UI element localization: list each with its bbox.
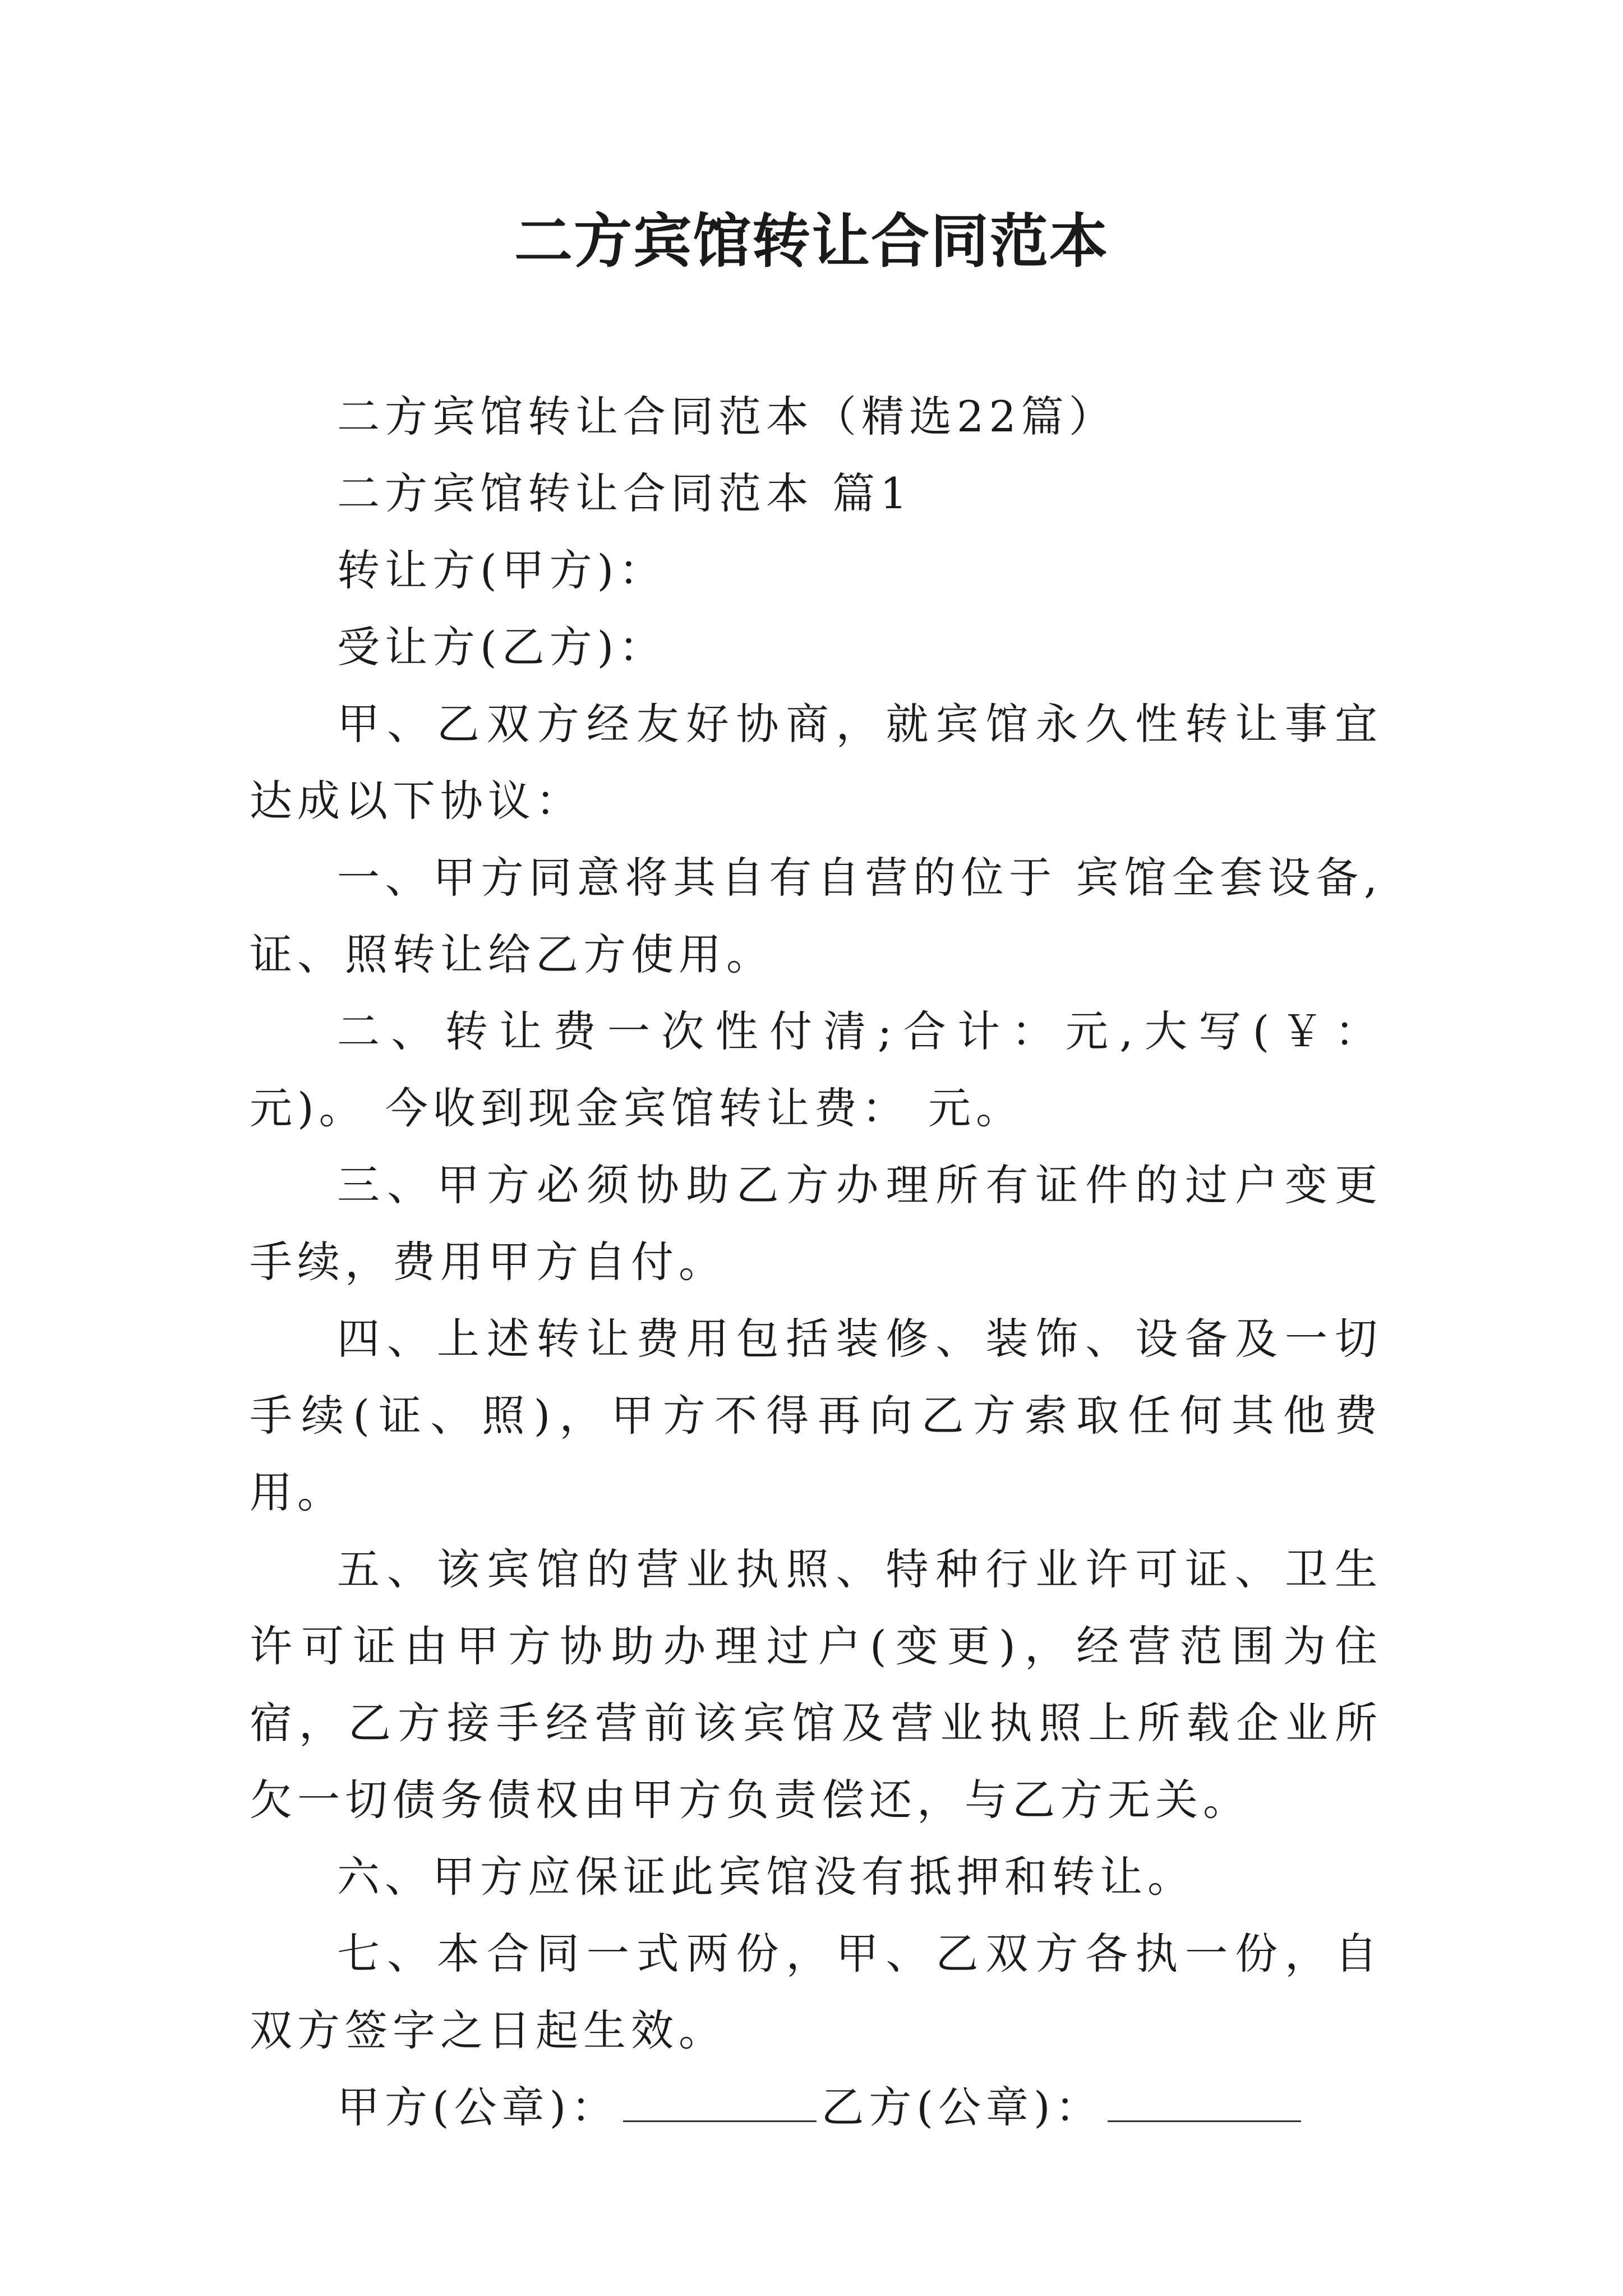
paragraph-preamble: 甲、乙双方经友好协商，就宾馆永久性转让事宜达成以下协议： xyxy=(250,699,1382,826)
party-b-seal-label: 乙方(公章)： xyxy=(821,2082,1103,2132)
document-body xyxy=(250,378,1382,2146)
paragraph-transferor: 转让方(甲方)： xyxy=(337,545,667,595)
paragraph-transferee: 受让方(乙方)： xyxy=(337,622,667,672)
paragraph-clause-3: 三、甲方必须协助乙方办理所有证件的过户变更手续，费用甲方自付。 xyxy=(250,1160,1382,1287)
paragraph-clause-2: 二、转让费一次性付清;合计：元,大写(￥： 元)。 今收到现金宾馆转让费： 元。 xyxy=(250,1006,1382,1133)
paragraph-clause-7: 七、本合同一式两份，甲、乙双方各执一份，自双方签字之日起生效。 xyxy=(250,1929,1382,2055)
paragraph-section-heading: 二方宾馆转让合同范本 篇1 xyxy=(337,468,912,518)
party-a-seal-label: 甲方(公章)： xyxy=(337,2082,619,2132)
paragraph-clause-6: 六、甲方应保证此宾馆没有抵押和转让。 xyxy=(337,1852,1195,1902)
paragraph-clause-1: 一、甲方同意将其自有自营的位于 宾馆全套设备,证、照转让给乙方使用。 xyxy=(250,853,1382,979)
document-title: 二方宾馆转让合同范本 xyxy=(514,206,1109,275)
paragraph-subtitle: 二方宾馆转让合同范本（精选22篇） xyxy=(337,392,1117,441)
signature-row xyxy=(250,2069,1382,2146)
party-b-signature-blank xyxy=(1108,2086,1301,2122)
paragraph-clause-4: 四、上述转让费用包括装修、装饰、设备及一切手续(证、照)，甲方不得再向乙方索取任何其他费用。 xyxy=(250,1314,1382,1517)
paragraph-clause-5: 五、该宾馆的营业执照、特种行业许可证、卫生许可证由甲方协助办理过户(变更)，经营范围为住宿，乙方接手经营前该宾馆及营业执照上所载企业所欠一切债务债权由甲方负责偿还，与乙方无关。 xyxy=(250,1544,1382,1825)
party-a-signature-blank xyxy=(623,2086,817,2122)
